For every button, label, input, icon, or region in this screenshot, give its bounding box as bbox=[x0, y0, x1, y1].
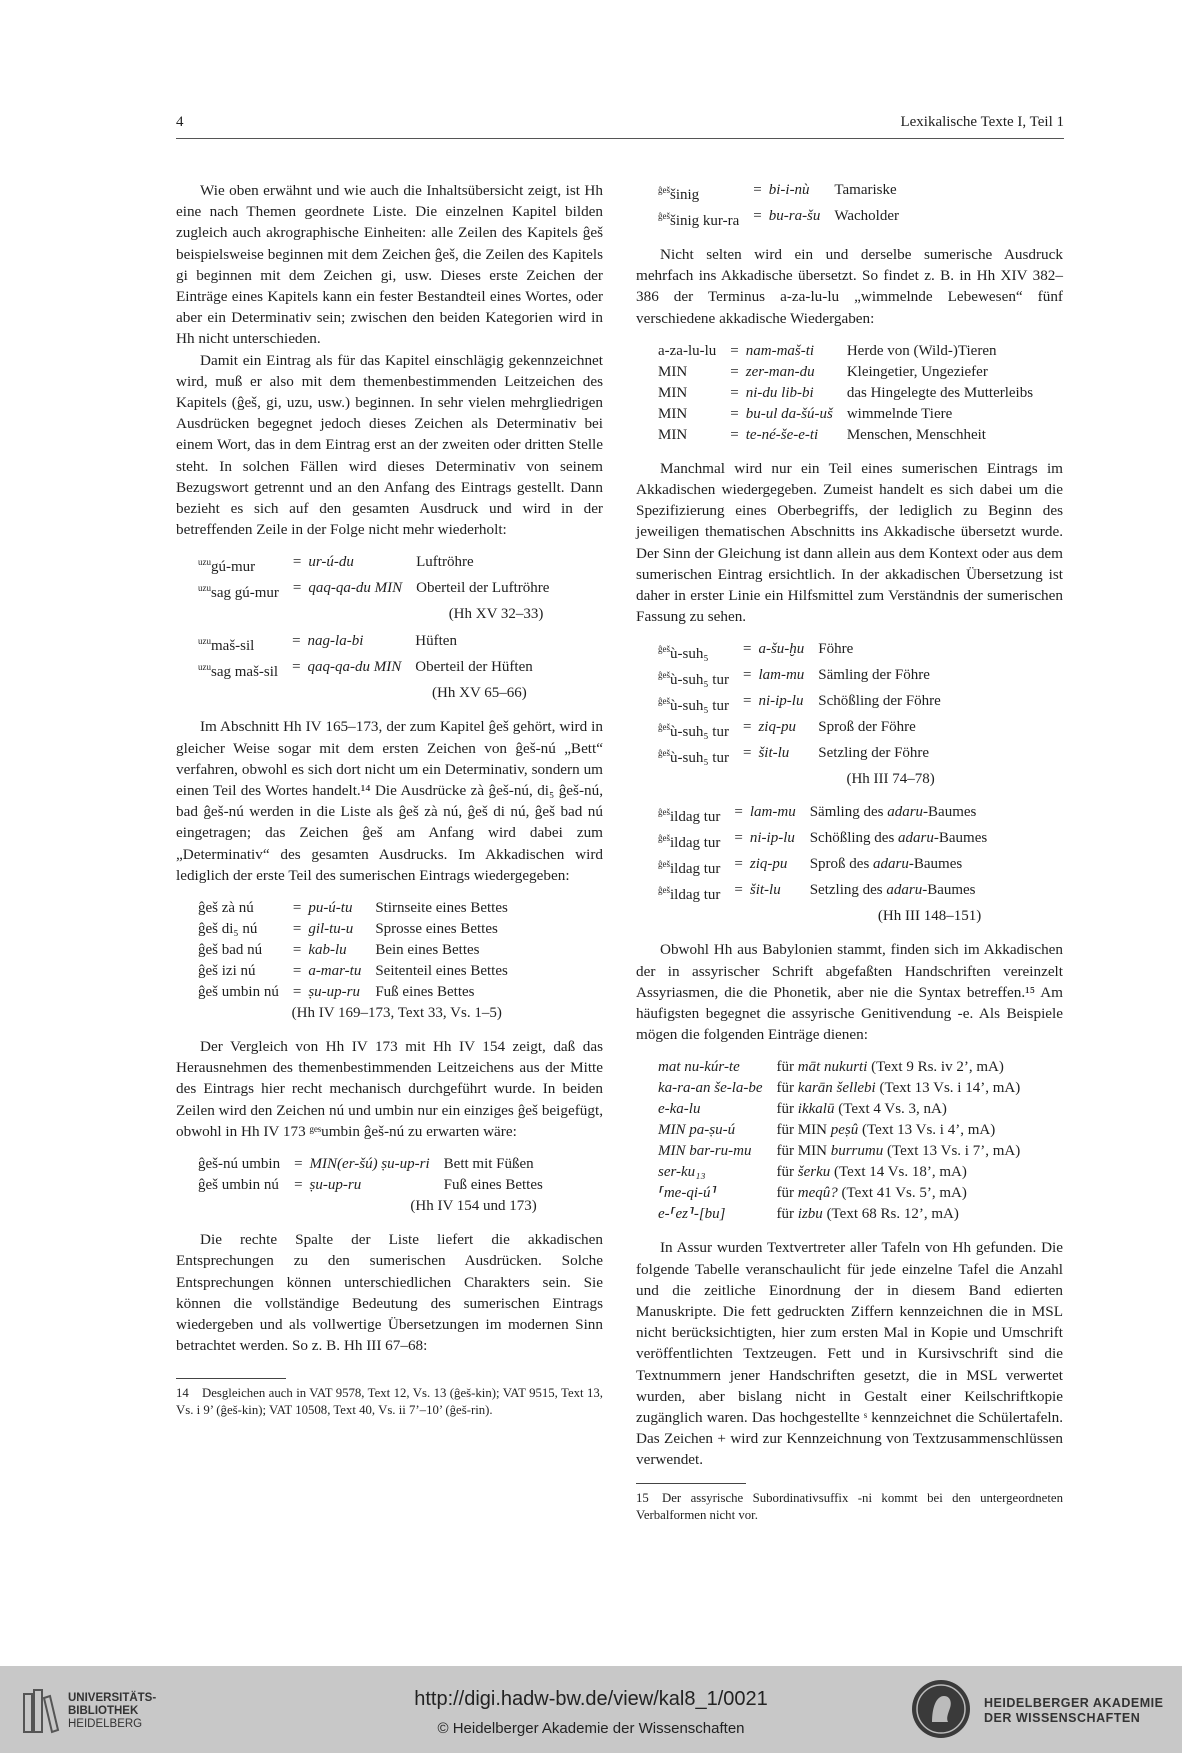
lexical-row: $^{ĝeš}$ildag tur = lam-mu Sämling des adaru-Baumes bbox=[658, 804, 977, 826]
paragraph: Damit ein Eintrag als für das Kapitel einschlägig gekennzeichnet wird, muß er also mit dem themenbestimmenden Leitzeichen des Kapitels (ĝeš, gi, uzu, usw.) beginnen. In sehr vielen mehrgliedrigen Ausdrücken begegnet jedoch dieses Zeichen als Determinativ bei einem Wort, das in dem Eintrag erst an der zweiten oder dritten Stelle steht. In solchen Fällen wird dieses Determinativ von seinem Bezugswort getrennt und an den Anfang des Eintrags gestellt. Dann bezieht es sich auf den gesamten Ausdruck und wird in der betreffenden Zeile in der Folge nicht mehr wiederholt: bbox=[176, 351, 603, 539]
example-row: ka-ra-an še-la-be für karān šellebi (Text 13 Vs. i 14’, mA) bbox=[658, 1080, 1021, 1097]
paragraph: Wie oben erwähnt und wie auch die Inhaltsübersicht zeigt, ist Hh eine nach Themen geordnete Liste. Die einzelnen Kapitel bilden zugleich auch akrographische Einheiten: alle Zeilen des Kapitels ĝeš beispielsweise beginnen mit dem Zeichen ĝeš, die Zeilen des Kapitels gi beginnen mit dem Zeichen gi, usw. Dieses erste Zeichen der Einträge eines Kapitels kann ein fester Bestandteil eines Wortes, oder aber ein Determinativ sein; zwischen den beiden Kategorien wird in Hh nicht unterschieden. bbox=[176, 182, 603, 348]
lexical-row: $^{ĝeš}$šinig = bi-i-nù Tamariske bbox=[658, 182, 897, 203]
academy-line: DER WISSENSCHAFTEN bbox=[984, 1711, 1141, 1725]
lexical-table bbox=[198, 552, 553, 625]
copyright-notice: © Heidelberger Akademie der Wissenschaften bbox=[437, 1720, 745, 1737]
viewer-footer bbox=[0, 1666, 1182, 1753]
permalink-url[interactable]: http://digi.hadw-bw.de/view/kal8_1/0021 bbox=[414, 1688, 768, 1710]
line-reference: (Hh III 148–151) bbox=[877, 908, 982, 925]
lexical-row: ĝeš di₅ nú = gil-tu-u Sprosse eines Bettes bbox=[198, 921, 498, 938]
example-row: e-⸢ez⸣-[bu] für izbu (Text 68 Rs. 12’, mA) bbox=[658, 1206, 959, 1223]
lexical-row: ĝeš zà nú = pu-ú-tu Stirnseite eines Bettes bbox=[198, 900, 508, 917]
academy-line: HEIDELBERGER AKADEMIE bbox=[984, 1696, 1164, 1710]
example-row: MIN pa-ṣu-ú für MIN peṣû (Text 13 Vs. i 4’, mA) bbox=[658, 1122, 996, 1139]
footnote bbox=[636, 1490, 1063, 1524]
paragraph: Nicht selten wird ein und derselbe sumerische Ausdruck mehrfach ins Akkadische übersetzt. So findet z. B. in Hh XIV 382–386 der Terminus a-za-lu-lu „wimmelnde Lebewesen“ fünf verschiedene akkadische Wiedergaben: bbox=[636, 246, 1063, 327]
lexical-row: $^{ĝeš}$ù-suh₅ tur = ziq-pu Sproß der Föhre bbox=[658, 719, 916, 741]
lexical-row: $^{ĝeš}$ildag tur = ziq-pu Sproß des adaru-Baumes bbox=[658, 856, 963, 878]
lexical-row: MIN = zer-man-du Kleingetier, Ungeziefer bbox=[658, 363, 988, 380]
line-reference: (Hh IV 169–173, Text 33, Vs. 1–5) bbox=[291, 1005, 502, 1022]
lexical-row: $^{ĝeš}$ù-suh₅ tur = šit-lu Setzling der Föhre bbox=[658, 745, 930, 767]
lexical-row: $^{ĝeš}$ildag tur = šit-lu Setzling des adaru-Baumes bbox=[658, 882, 976, 904]
lexical-table bbox=[198, 1154, 547, 1217]
page-number: 4 bbox=[176, 114, 184, 130]
lexical-row: $^{uzu}$gú-mur = ur-ú-du Luftröhre bbox=[198, 554, 474, 576]
lexical-row: ĝeš-nú umbin = MIN(er-šú) ṣu-up-ri Bett mit Füßen bbox=[198, 1156, 534, 1173]
lexical-table bbox=[658, 180, 903, 232]
example-row: ⸢me-qi-ú⸣ für meqû? (Text 41 Vs. 5’, mA) bbox=[658, 1185, 967, 1202]
lexical-row: MIN = ni-du lib-bi das Hingelegte des Mutterleibs bbox=[658, 384, 1034, 401]
paragraph: Obwohl Hh aus Babylonien stammt, finden sich im Akkadischen der in assyrischer Schrift abgefaßten Handschriften vereinzelt Assyriasmen, die die Phonetik, aber nie die Syntax betreffen.¹⁵ Am häufigsten begegnet die assyrische Genitivendung -e. Als Beispiele mögen die folgenden Einträge dienen: bbox=[636, 941, 1063, 1044]
ub-line: HEIDELBERG bbox=[68, 1718, 143, 1730]
ub-line: BIBLIOTHEK bbox=[68, 1705, 139, 1717]
lexical-row: MIN = te-né-še-e-ti Menschen, Menschheit bbox=[658, 426, 986, 443]
footnote-number: 15 bbox=[636, 1490, 649, 1505]
right-column bbox=[636, 180, 1063, 1524]
footnote-text: Der assyrische Subordinativsuffix -ni kommt bei den untergeordneten Verbalformen nicht vor. bbox=[636, 1490, 1063, 1522]
lexical-row: ĝeš umbin nú = ṣu-up-ru Fuß eines Bettes bbox=[198, 984, 475, 1001]
lexical-table bbox=[658, 802, 991, 927]
running-header bbox=[176, 112, 1064, 139]
example-row: mat nu-kúr-te für māt nukurti (Text 9 Rs. iv 2’, mA) bbox=[658, 1059, 1004, 1076]
paragraph: Die rechte Spalte der Liste liefert die akkadischen Entsprechungen zu den sumerischen Ausdrücken. Solche Entsprechungen können unterschiedlichen Charakters sein. Sie können die vollständige Bedeutung des sumerischen Eintrags wiedergeben und als vollwertige Übersetzungen im modernen Sinn betrachtet werden. So z. B. Hh III 67–68: bbox=[176, 1231, 603, 1355]
lexical-table bbox=[198, 898, 512, 1024]
paragraph: Im Abschnitt Hh IV 165–173, der zum Kapitel ĝeš gehört, wird in gleicher Weise sogar mit dem ersten Zeichen von ĝeš-nú „Bett“ verfahren, obwohl es sich dort nicht um ein Determinativ, sondern um einen Teil des Wortes handelt.¹⁴ Die Ausdrücke zà ĝeš-nú, di₅ ĝeš-nú, bad ĝeš-nú werden in die Liste als ĝeš zà nú, ĝeš di nú, ĝeš bad nú eingetragen; das Zeichen ĝeš am Anfang wird dabei zum „Determinativ“ des gesamten Ausdrucks. Im Akkadischen wird lediglich der erste Teil des sumerischen Eintrags wiedergegeben: bbox=[176, 718, 603, 884]
lexical-row: ĝeš umbin nú = ṣu-up-ru Fuß eines Bettes bbox=[198, 1177, 543, 1194]
lexical-row: ĝeš izi nú = a-mar-tu Seitenteil eines Bettes bbox=[198, 963, 508, 980]
lexical-table bbox=[658, 639, 945, 790]
footnote-rule bbox=[176, 1378, 286, 1379]
paragraph: Manchmal wird nur ein Teil eines sumerischen Eintrags im Akkadischen wiedergegeben. Zumeist handelt es sich dabei um die Spezifizierung eines Oberbegriffs, der lediglich zu Beginn des jeweiligen thematischen Abschnitts ins Akkadische übersetzt wurde. Der Sinn der Gleichung ist dann allein aus dem Kontext oder aus dem sumerischen Eintrag ersichtlich. In der akkadischen Übersetzung ist daher in erster Linie ein Hilfsmittel zum Verständnis der sumerischen Fassung zu sehen. bbox=[636, 459, 1063, 626]
left-column bbox=[176, 180, 603, 1419]
lexical-row: $^{uzu}$sag gú-mur = qaq-qa-du MIN Oberteil der Luftröhre bbox=[198, 580, 550, 602]
lexical-row: $^{uzu}$sag maš-sil = qaq-qa-du MIN Oberteil der Hüften bbox=[198, 659, 533, 681]
paragraph: In Assur wurden Textvertreter aller Tafeln von Hh gefunden. Die folgende Tabelle veranschaulicht für jede einzelne Tafel die Anzahl und die zeitliche Einordnung der in diesem Band edierten Manuskripte. Die fett gedruckten Ziffern kennzeichnen die in MSL nicht berücksichtigten, hier zum ersten Mal in Kopie und Umschrift veröffentlichten Textzeugen. Fett und in Kursivschrift sind die Textnummern jener Handschriften gesetzt, die in MSL verwertet wurden, aber bislang nicht in Gestalt einer Keilschriftkopie zugänglich waren. Das hochgestellte ˢ kennzeichnet die Schülertafeln. Das Zeichen + wird zur Kennzeichnung von Textzusammenschlüssen verwendet. bbox=[636, 1239, 1063, 1469]
lexical-row: $^{ĝeš}$ù-suh₅ tur = lam-mu Sämling der Föhre bbox=[658, 667, 930, 689]
ub-line: UNIVERSITÄTS- bbox=[68, 1692, 157, 1704]
lexical-row: $^{ĝeš}$šinig kur-ra = bu-ra-šu Wacholder bbox=[658, 208, 899, 229]
example-row: ser-ku₁₃ für šerku (Text 14 Vs. 18’, mA) bbox=[658, 1164, 967, 1181]
footnote-text: Desgleichen auch in VAT 9578, Text 12, Vs. 13 (ĝeš-kin); VAT 9515, Text 13, Vs. i 9’ (ĝeš-kin); VAT 10508, Text 40, Vs. ii 7’–10’ (ĝeš-rin). bbox=[176, 1386, 603, 1418]
line-reference: (Hh III 74–78) bbox=[846, 771, 935, 788]
footnote bbox=[176, 1385, 603, 1419]
example-row: MIN bar-ru-mu für MIN burrumu (Text 13 Vs. i 7’, mA) bbox=[658, 1143, 1021, 1160]
lexical-row: $^{ĝeš}$ildag tur = ni-ip-lu Schößling des adaru-Baumes bbox=[658, 830, 988, 852]
lexical-table bbox=[658, 341, 1037, 446]
academy-seal-icon bbox=[910, 1678, 972, 1740]
line-reference: (Hh XV 32–33) bbox=[448, 606, 544, 623]
line-reference: (Hh IV 154 und 173) bbox=[410, 1198, 537, 1215]
paragraph: Der Vergleich von Hh IV 173 mit Hh IV 154 zeigt, daß das Herausnehmen des themenbestimmenden Leitzeichens aus der Mitte des Eintrags hier recht mechanisch durchgeführt wurde. In beiden Zeilen wird den Zeichen nú und umbin nur ein einziges ĝeš beigefügt, obwohl in Hh IV 173 ᵍᵉˢumbin ĝeš-nú zu erwarten wäre: bbox=[176, 1038, 603, 1140]
footnote-number: 14 bbox=[176, 1386, 189, 1401]
running-title: Lexikalische Texte I, Teil 1 bbox=[900, 114, 1064, 130]
example-row: e-ka-lu für ikkalū (Text 4 Vs. 3, nA) bbox=[658, 1101, 947, 1118]
lexical-row: $^{uzu}$maš-sil = nag-la-bi Hüften bbox=[198, 633, 457, 655]
line-reference: (Hh XV 65–66) bbox=[432, 685, 527, 702]
footnote-rule bbox=[636, 1483, 746, 1484]
lexical-row: a-za-lu-lu = nam-maš-ti Herde von (Wild-)Tieren bbox=[658, 342, 997, 359]
lexical-table bbox=[198, 631, 537, 704]
lexical-row: $^{ĝeš}$ù-suh₅ = a-šu-ḫu Föhre bbox=[658, 641, 854, 663]
lexical-row: ĝeš bad nú = kab-lu Bein eines Bettes bbox=[198, 942, 480, 959]
lexical-row: MIN = bu-ul da-šú-uš wimmelnde Tiere bbox=[658, 405, 953, 422]
academy-logo bbox=[910, 1678, 1170, 1742]
lexical-row: $^{ĝeš}$ù-suh₅ tur = ni-ip-lu Schößling der Föhre bbox=[658, 693, 941, 715]
example-table bbox=[658, 1057, 1024, 1225]
